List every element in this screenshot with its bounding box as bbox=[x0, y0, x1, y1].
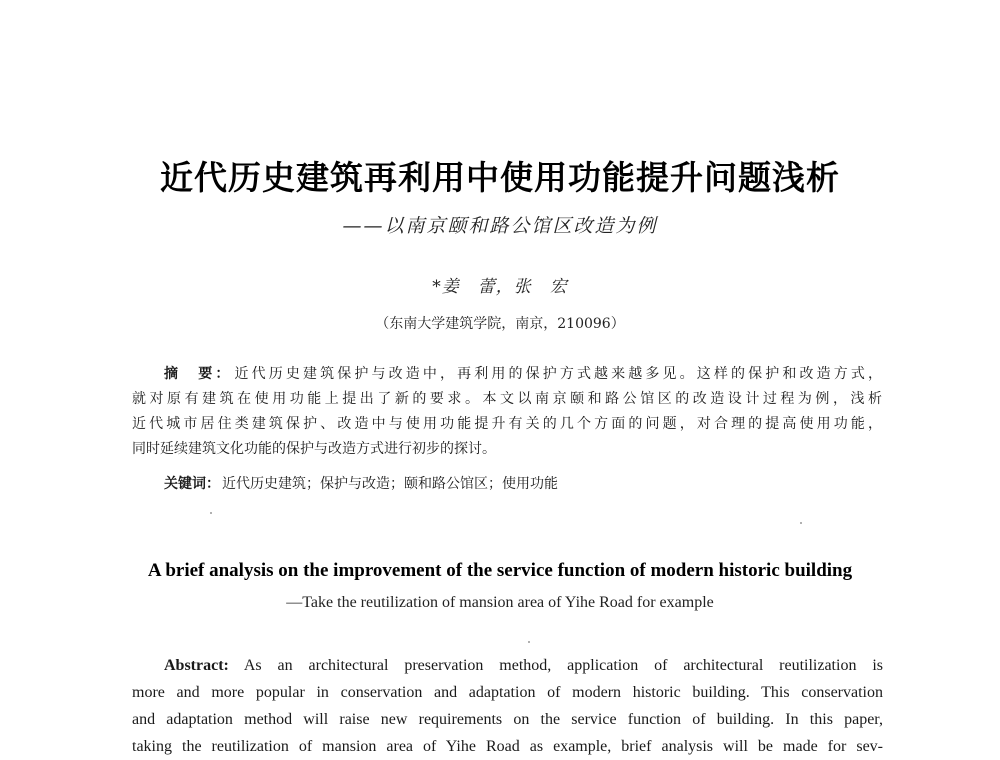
english-abstract-label: Abstract: bbox=[164, 657, 229, 674]
chinese-keywords-label: 关键词： bbox=[164, 476, 220, 492]
english-title: A brief analysis on the improvement of the service function of modern historic building bbox=[147, 560, 853, 581]
chinese-abstract-line: 就对原有建筑在使用功能上提出了新的要求。本文以南京颐和路公馆区的改造设计过程为例，浅析 bbox=[132, 391, 882, 407]
english-subtitle: —Take the reutilization of mansion area of Yihe Road for example bbox=[286, 594, 714, 611]
scan-speck bbox=[528, 641, 530, 643]
english-abstract-text: As an architectural preservation method, application of architectural reutilization is bbox=[243, 657, 883, 674]
chinese-subtitle: ——以南京颐和路公馆区改造为例 bbox=[342, 215, 658, 237]
chinese-abstract-text: 近代历史建筑保护与改造中，再利用的保护方式越来越多见。这样的保护和改造方式， bbox=[234, 366, 883, 382]
english-abstract-line: and adaptation method will raise new requirements on the service function of building. In this paper, bbox=[132, 711, 883, 728]
chinese-abstract-line: 同时延续建筑文化功能的保护与改造方式进行初步的探讨。 bbox=[132, 441, 496, 457]
chinese-abstract bbox=[132, 362, 882, 462]
chinese-keywords bbox=[164, 473, 884, 493]
chinese-abstract-line bbox=[132, 362, 882, 387]
chinese-keywords-text: 近代历史建筑；保护与改造；颐和路公馆区；使用功能 bbox=[222, 476, 558, 492]
english-abstract-line: taking the reutilization of mansion area of Yihe Road as example, brief analysis will be made for sev- bbox=[132, 738, 883, 755]
english-abstract-line: more and more popular in conservation and adaptation of modern historic building. This conservation bbox=[132, 684, 883, 701]
chinese-abstract-line: 近代城市居住类建筑保护、改造中与使用功能提升有关的几个方面的问题，对合理的提高使用功能， bbox=[132, 416, 882, 432]
chinese-authors: *姜 蕾，张 宏 bbox=[432, 277, 568, 297]
scan-speck bbox=[800, 522, 802, 524]
chinese-affiliation: （东南大学建筑学院，南京，210096） bbox=[375, 316, 625, 332]
chinese-abstract-label: 摘 要： bbox=[164, 366, 233, 382]
scan-speck bbox=[210, 512, 212, 514]
english-abstract-line bbox=[132, 652, 883, 679]
english-abstract bbox=[132, 652, 883, 760]
chinese-title: 近代历史建筑再利用中使用功能提升问题浅析 bbox=[160, 158, 840, 197]
